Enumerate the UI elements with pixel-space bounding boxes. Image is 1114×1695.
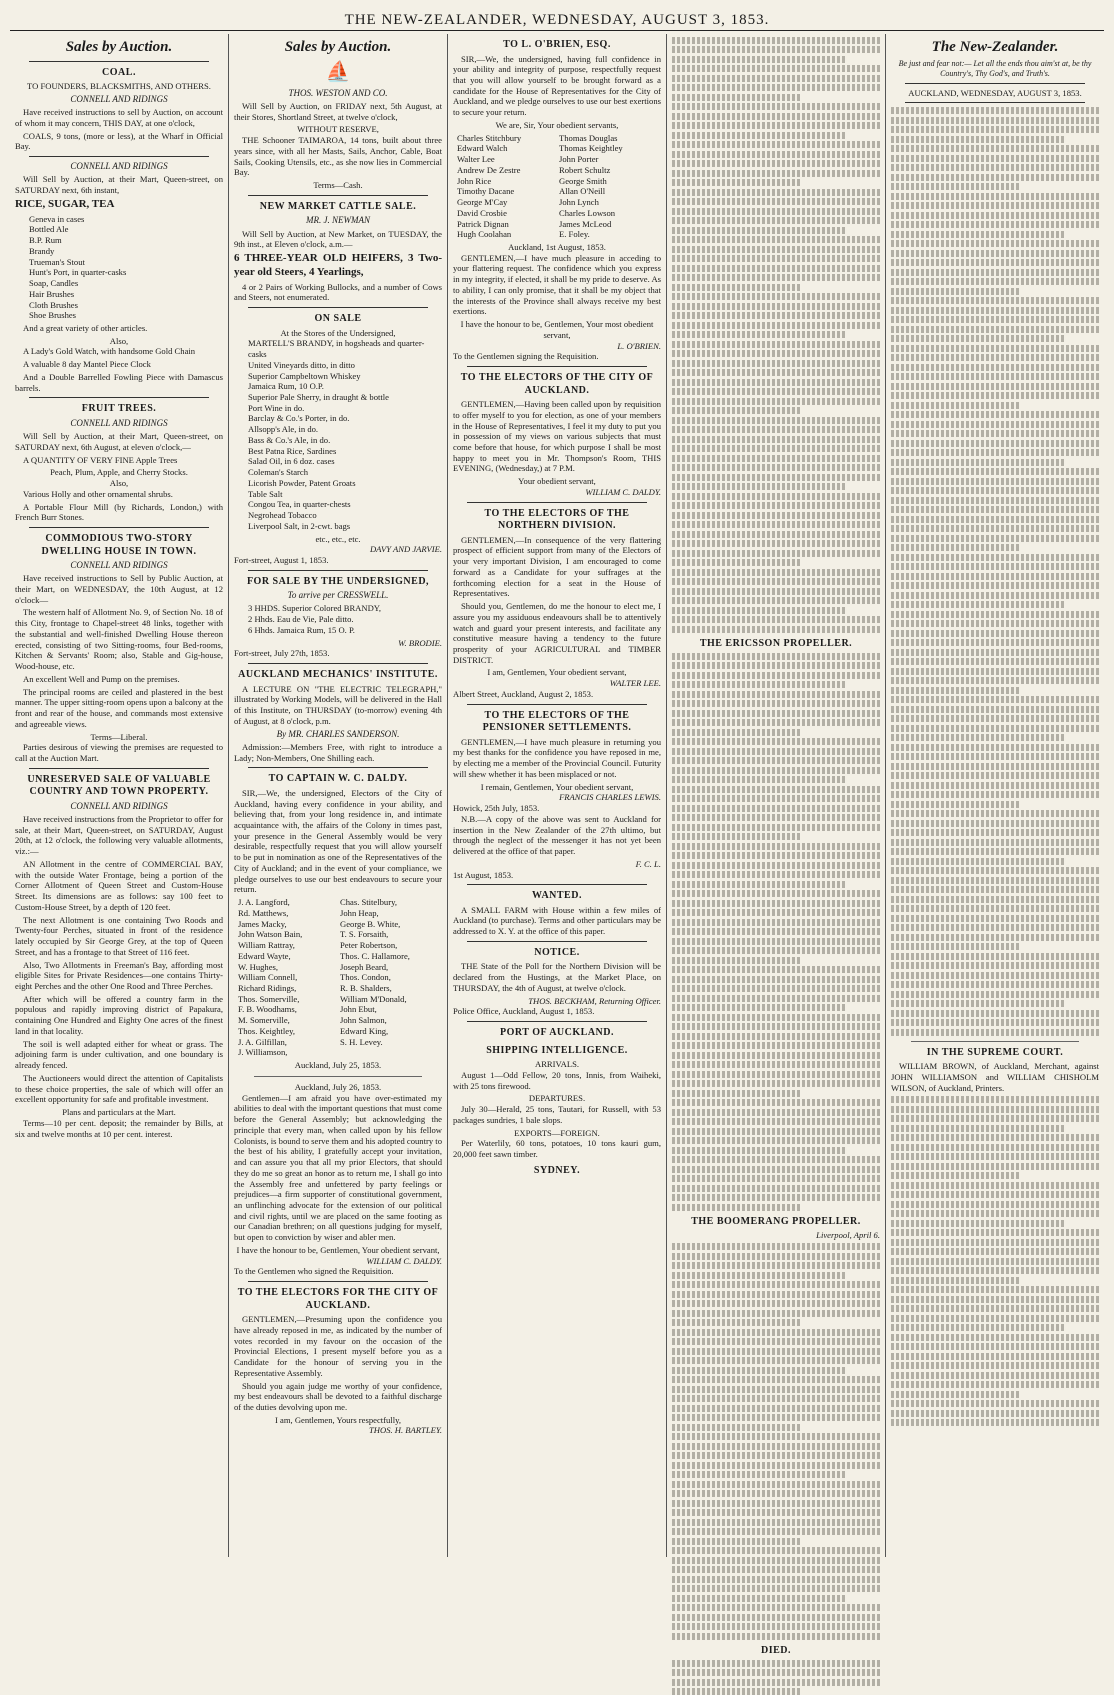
ad-date: Howick, 25th July, 1853. xyxy=(453,803,540,814)
divider xyxy=(248,1281,428,1282)
ad-lot: A Portable Flour Mill (by Richards, London,) with French Burr Stones. xyxy=(15,501,223,523)
divider xyxy=(29,527,209,528)
ad-intro: At the Stores of the Undersigned, xyxy=(280,327,396,338)
ad-body: Will Sell by Auction, at their Mart, Queen-street, on SATURDAY next, 6th August, at eleven o'clock,— xyxy=(15,431,223,452)
ad-title-northern: TO THE ELECTORS OF THE NORTHERN DIVISION. xyxy=(484,507,630,532)
ad-lot: COALS, 9 tons, (more or less), at the Wharf in Official Bay. xyxy=(15,130,223,152)
signatory: John Rice xyxy=(457,175,492,186)
ad-date: Auckland, 1st August, 1853. xyxy=(508,241,606,252)
signatory: J. Williamson, xyxy=(238,1047,288,1058)
list-item: Cloth Brushes xyxy=(29,299,78,310)
signatory: Edward Wayte, xyxy=(238,950,291,961)
signatory: Chas. Stitelbury, xyxy=(340,897,397,908)
ad-title-market: NEW MARKET CATTLE SALE. xyxy=(259,200,417,212)
signatory: Thos. Somerville, xyxy=(238,993,300,1004)
arrivals-label: ARRIVALS. xyxy=(534,1059,579,1070)
ad-addressee: To the Gentlemen signing the Requisition. xyxy=(453,351,599,362)
signatory: William Rattray, xyxy=(238,940,295,951)
divider xyxy=(911,1041,1079,1042)
port-title: PORT OF AUCKLAND. xyxy=(500,1027,614,1039)
ad-plans: Plans and particulars at the Mart. xyxy=(62,1107,176,1118)
signatory: J. A. Langford, xyxy=(238,897,290,908)
signatory: Allan O'Neill xyxy=(559,186,606,197)
signatory: F. B. Woodhams, xyxy=(238,1004,297,1015)
ad-body: Have received instructions to sell by Auction, on account of whom it may concern, THIS DAY, at one o'clock, xyxy=(15,107,223,128)
ad-date: Fort-street, August 1, 1853. xyxy=(234,554,329,565)
auctioneer-name: CONNELL AND RIDINGS xyxy=(70,800,168,811)
ad-body: Will Sell by Auction, at their Mart, Queen-street, on SATURDAY next, 6th instant, xyxy=(15,174,223,196)
signatory: George M'Cay xyxy=(457,197,508,208)
divider xyxy=(29,397,209,398)
list-item: Hunt's Port, in quarter-casks xyxy=(29,267,127,278)
lecturer-name: By MR. CHARLES SANDERSON. xyxy=(276,728,400,739)
signatory: John Porter xyxy=(559,154,599,165)
signatory: Richard Ridings, xyxy=(238,983,297,994)
list-item: Congou Tea, in quarter-chests xyxy=(248,499,351,510)
ad-lot: A Lady's Gold Watch, with handsome Gold Chain xyxy=(23,346,196,357)
ad-date: Albert Street, Auckland, August 2, 1853. xyxy=(453,688,594,699)
ad-body: Parties desirous of viewing the premises are requested to call at the Auction Mart. xyxy=(15,742,223,764)
ad-body: SIR,—We, the undersigned, having full confidence in your ability and integrity of purpose, respectfully request that you will allow yourself to be brought forward as a candidate for the House of Representatives for the City of Auckland, and we pledge ourselves to use our best exertions to secure your return. xyxy=(453,53,661,118)
list-item: Geneva in cases xyxy=(29,213,85,224)
signatory: George Smith xyxy=(559,175,607,186)
ad-body: Gentlemen—I am afraid you have over-estimated my abilities to deal with the important questions that must come before the General Assembly; but acknowledging the principle that every man, when called upon by his fellow Colonists, is bound to serve them and his adopted country to the best of his ability, I gratefully accept your invitation, and can assure you that all my prior Electors, that should they do me so great an honor as to return me, I shall go into the Assembly free and unfettered by party feelings or prejudices—a firm supporter of constitutional government, an unflinching advocate for the extension of our political and civil rights, until we are placed on the same footing as our Canadian brethren; on all questions judging for myself, but open to conviction by wiser and abler men. xyxy=(234,1092,442,1243)
divider xyxy=(467,941,647,942)
ad-title-rice: RICE, SUGAR, TEA xyxy=(15,197,115,210)
auctioneer-name: CONNELL AND RIDINGS xyxy=(70,560,168,571)
article-title-boomerang: THE BOOMERANG PROPELLER. xyxy=(691,1215,861,1227)
article-text-block xyxy=(672,37,880,633)
signatory: William M'Donald, xyxy=(340,993,407,1004)
ad-body: The soil is well adapted either for wheat or grass. The adjoining farm is under cultivation, and one boundary is already fenced. xyxy=(15,1038,223,1071)
article-title-ericsson: THE ERICSSON PROPELLER. xyxy=(699,637,853,649)
ad-terms: Terms—Liberal. xyxy=(90,731,148,742)
ad-body: SIR,—We, the undersigned, Electors of the City of Auckland, having every confidence in your ability, and believing that, from your long residence in, and intimate acquaintance with, the affairs of the Colony in times past, your presence in the General Assembly would be very desirable, respectfully request that you will allow yourself to be put in nomination as one of the Representatives of the City of Auckland; and in the event of your compliance, we pledge ourselves to use our best endeavours to secure your return. xyxy=(234,787,442,895)
court-case: WILLIAM BROWN, of Auckland, Merchant, against JOHN WILLIAMSON and WILLIAM CHISHOLM WILSON, of Auckland, Printers. xyxy=(891,1061,1099,1093)
shipping-entry: August 1—Odd Fellow, 20 tons, Innis, from Waiheki, with 25 tons firewood. xyxy=(453,1069,661,1091)
ad-close: I remain, Gentlemen, Your obedient servant, xyxy=(480,781,634,792)
ad-date: Police Office, Auckland, August 1, 1853. xyxy=(453,1006,595,1017)
divider xyxy=(29,768,209,769)
list-item: Coleman's Starch xyxy=(248,467,309,478)
died-title: DIED. xyxy=(760,1644,791,1656)
list-item: Shoe Brushes xyxy=(29,310,77,321)
signatory: J. A. Gilfillan, xyxy=(238,1036,287,1047)
ad-body: GENTLEMEN,—I have much pleasure in acceding to your flattering request. The confidence which you express in my integrity, if elected, it shall be my pride to deserve. As to ability, I can only promise, that it shall be my object that the interests of the Province shall always receive my best exertions. xyxy=(453,252,661,317)
masthead: THE NEW-ZEALANDER, WEDNESDAY, AUGUST 3, 1853. xyxy=(10,10,1104,31)
divider xyxy=(248,663,428,664)
ad-signature: W. BRODIE. xyxy=(398,637,442,648)
ad-body: GENTLEMEN,—Having been called upon by requisition to offer myself to you for election, as one of your members in the House of Representatives, I feel it my duty to put you in possession of my views on various subjects that must come before that house, for which purpose I shall be most happy to meet you in Mr. Thompson's Room, THIS EVENING, (Wednesday,) at 7 P.M. xyxy=(453,399,661,474)
ad-subtitle: To arrive per CRESSWELL. xyxy=(287,590,389,601)
list-item: Liverpool Salt, in 2-cwt. bags xyxy=(248,520,351,531)
ad-body: Should you, Gentlemen, do me the honour to elect me, I assure you my assiduous endeavours shall be to attentively watch and guard your present interests, and facilitate any constitutive measure having a tendency to the future prosperity of your AGRICULTURAL and TIMBER DISTRICT. xyxy=(453,601,661,665)
list-item: MARTELL'S BRANDY, in hogsheads and quarter-casks xyxy=(248,338,425,360)
newspaper-page xyxy=(10,10,1104,1656)
ad-lot: Various Holly and other ornamental shrubs. xyxy=(23,488,173,499)
ad-detail: Peach, Plum, Apple, and Cherry Stocks. xyxy=(50,467,188,478)
also-label: Also, xyxy=(109,478,129,489)
ad-body: An excellent Well and Pump on the premises. xyxy=(23,673,180,684)
exports-label: EXPORTS—FOREIGN. xyxy=(514,1127,600,1138)
ad-body: After which will be offered a country farm in the populous and rapidly improving district of Papakura, containing One Hundred and Eighty One acres of the finest land in that locality. xyxy=(15,993,223,1036)
ad-date: Auckland, July 26, 1853. xyxy=(294,1081,382,1092)
list-item: Bass & Co.'s Ale, in do. xyxy=(248,434,331,445)
signatory: James Macky, xyxy=(238,918,287,929)
ad-lot: And a Double Barrelled Fowling Piece with Damascus barrels. xyxy=(15,371,223,393)
signatory: Thos. Keightley, xyxy=(238,1025,295,1036)
list-item: Table Salt xyxy=(248,488,283,499)
article-text-block xyxy=(672,1243,880,1640)
column-4 xyxy=(667,34,886,1656)
ad-close: I am, Gentlemen, Yours respectfully, xyxy=(275,1414,401,1425)
ad-signature: THOS. H. BARTLEY. xyxy=(369,1425,442,1436)
ad-lot: THE Schooner TAIMAROA, 14 tons, built about three years since, with all her Masts, Sails, Anchor, Cable, Boat Sails, Cooking Utensils, etc., as she now lies in Commercial Bay. xyxy=(234,135,442,178)
ad-etc: etc., etc., etc. xyxy=(315,533,361,544)
ad-close: I have the honour to be, Gentlemen, Your obedient servant, xyxy=(236,1244,440,1255)
signatory: W. Hughes, xyxy=(238,961,279,972)
shipping-entry: Per Waterlily, 60 tons, potatoes, 10 tons kauri gum, 20,000 feet sawn timber. xyxy=(453,1138,661,1159)
ad-lot: AN Allotment in the centre of COMMERCIAL BAY, with the outside Water Frontage, being a portion of the Corner Allotment of Queen Street and Custom-House Street. Its dimensions are as follows: say 100 feet to Custom-House Street, by a depth of 120 feet. xyxy=(15,858,223,912)
signatory: John Ebut, xyxy=(340,1004,377,1015)
ad-addressee: To the Gentlemen who signed the Requisition. xyxy=(234,1266,394,1277)
signatory: E. Foley. xyxy=(559,229,590,240)
list-item: Soap, Candles xyxy=(29,278,79,289)
item-list xyxy=(29,214,223,321)
ad-title-coal: COAL. xyxy=(102,66,136,78)
signatory: Joseph Beard, xyxy=(340,961,389,972)
signatory: Edward Walch xyxy=(457,143,508,154)
signatory: R. B. Shalders, xyxy=(340,983,392,994)
divider xyxy=(29,61,209,62)
departures-label: DEPARTURES. xyxy=(528,1093,586,1104)
auctioneer-name: CONNELL AND RIDINGS xyxy=(70,161,168,172)
signatory: John Salmon, xyxy=(340,1015,387,1026)
list-item: Salad Oil, in 6 doz. cases xyxy=(248,456,335,467)
divider xyxy=(467,502,647,503)
ad-body: Also, Two Allotments in Freeman's Bay, affording most eligible Sites for Private Residences—one contains Thirty-eight Perches and the other One Rood and Three Perches. xyxy=(15,959,223,992)
ad-lot: 6 THREE-YEAR OLD HEIFERS, 3 Two-year old Steers, 4 Yearlings, xyxy=(234,252,442,278)
signatory: Thomas Douglas xyxy=(559,132,618,143)
ad-signature: DAVY AND JARVIE. xyxy=(369,544,442,555)
list-item: Trueman's Stout xyxy=(29,256,85,267)
list-item: 6 Hhds. Jamaica Rum, 15 O. P. xyxy=(248,624,355,635)
motto: Be just and fear not:— Let all the ends thou aim'st at, be thy Country's, Thy God's, and Truth's. xyxy=(898,58,1092,78)
ad-body: Have received instructions to Sell by Public Auction, at their Mart, on WEDNESDAY, the 10th August, at 12 o'clock— xyxy=(15,573,223,605)
auctioneer-name: CONNELL AND RIDINGS xyxy=(70,417,168,428)
ad-body: A LECTURE ON "THE ELECTRIC TELEGRAPH," illustrated by Working Models, will be delivered in the Hall of this Institute, on THURSDAY (to-morrow) evening 4th of August, at 8 o'clock, p.m. xyxy=(234,683,442,726)
court-title: IN THE SUPREME COURT. xyxy=(926,1046,1064,1058)
list-item: Best Patna Rice, Sardines xyxy=(248,445,337,456)
list-item: Superior Pale Sherry, in draught & bottle xyxy=(248,391,389,402)
divider xyxy=(248,767,428,768)
ad-body: GENTLEMEN,—In consequence of the very flattering prospect of efficient support from many of the Electors of your very important Division, I am encouraged to come forward as a Candidate for your suffrages at the forthcoming election for a seat in the House of Representatives. xyxy=(453,534,661,599)
list-item: Brandy xyxy=(29,245,55,256)
editorial-text-block xyxy=(891,1096,1099,1426)
signatory: Andrew De Zestre xyxy=(457,164,521,175)
column-1 xyxy=(10,34,229,1557)
signatory: John Watson Bain, xyxy=(238,929,303,940)
list-item: Negrohead Tobacco xyxy=(248,510,317,521)
list-item: Port Wine in do. xyxy=(248,402,305,413)
list-item: Superior Campbeltown Whiskey xyxy=(248,370,361,381)
list-item: United Vineyards ditto, in ditto xyxy=(248,359,355,370)
columns xyxy=(10,34,1104,1656)
signatory: John Lynch xyxy=(559,197,599,208)
ad-title-unreserved: UNRESERVED SALE OF VALUABLE COUNTRY AND TOWN PROPERTY. xyxy=(27,773,211,798)
signatory-list xyxy=(457,133,657,240)
signatory: Charles Stitchbury xyxy=(457,132,522,143)
list-item: Hair Brushes xyxy=(29,288,75,299)
signatory-list xyxy=(238,897,438,1058)
ad-note: WITHOUT RESERVE, xyxy=(297,124,379,135)
signatory: Rd. Matthews, xyxy=(238,907,289,918)
ad-signature: THOS. BECKHAM, Returning Officer. xyxy=(528,995,661,1006)
signatory: S. H. Levey. xyxy=(340,1036,383,1047)
ad-title-onsale: ON SALE xyxy=(314,313,362,325)
list-item: 3 HHDS. Superior Colored BRANDY, xyxy=(248,603,382,614)
divider xyxy=(467,366,647,367)
signatory: Hugh Coolahan xyxy=(457,229,512,240)
divider xyxy=(467,704,647,705)
list-item: B.P. Rum xyxy=(29,235,62,246)
ad-date: Fort-street, July 27th, 1853. xyxy=(234,648,330,659)
ad-title-house: COMMODIOUS TWO-STORY DWELLING HOUSE IN TOWN. xyxy=(41,533,197,557)
ad-body: GENTLEMEN,—I have much pleasure in returning you my best thanks for the confidence you have reposed in me, by electing me a member of the Provincial Council. Futurity will shew whether it has been misplaced or not. xyxy=(453,736,661,779)
ad-body: Should you again judge me worthy of your confidence, my best endeavours shall be devoted to a faithful discharge of the duties devolving upon me. xyxy=(234,1380,442,1412)
item-list xyxy=(248,338,442,531)
ad-close: I am, Gentlemen, Your obedient servant, xyxy=(487,667,627,678)
ad-title-pensioner: TO THE ELECTORS OF THE PENSIONER SETTLEMENTS. xyxy=(482,709,632,734)
ad-body: Have received instructions from the Proprietor to offer for sale, at their Mart, Queen-street, on SATURDAY, August 20th, at 12 o'clock, the following very valuable allotments, viz.:— xyxy=(15,814,223,857)
list-item: 2 Hhds. Eau de Vie, Pale ditto. xyxy=(248,614,354,625)
signatory: Thomas Keightley xyxy=(559,143,623,154)
ad-title-fruit: FRUIT TREES. xyxy=(81,403,157,415)
list-item: Allsopp's Ale, in do. xyxy=(248,424,319,435)
ad-close: Your obedient servant, xyxy=(518,476,596,487)
auctioneer-name: THOS. WESTON AND CO. xyxy=(288,87,388,98)
ship-icon: ⛵ xyxy=(325,60,351,83)
ad-body: Will Sell by Auction, on FRIDAY next, 5th August, at their Stores, Shortland Street, at twelve o'clock, xyxy=(234,101,442,122)
sydney-title: SYDNEY. xyxy=(533,1164,581,1176)
shipping-entry: July 30—Herald, 25 tons, Tautari, for Russell, with 53 packages sundries, 1 bale slops. xyxy=(453,1104,661,1125)
signatory: James McLeod xyxy=(559,218,612,229)
ad-title-electors-city: TO THE ELECTORS OF THE CITY OF AUCKLAND. xyxy=(460,372,654,396)
ad-close: I have the honour to be, Gentlemen, Your most obedient servant, xyxy=(460,319,654,340)
ad-date: Auckland, July 25, 1853. xyxy=(294,1060,382,1071)
article-text-block xyxy=(672,1660,880,1695)
signatory: David Crosbie xyxy=(457,207,507,218)
divider xyxy=(248,570,428,571)
list-item: Barclay & Co.'s Porter, in do. xyxy=(248,413,350,424)
ad-lot: A valuable 8 day Mantel Piece Clock xyxy=(23,359,151,370)
ad-title-electors: TO THE ELECTORS FOR THE CITY OF AUCKLAND. xyxy=(237,1287,439,1311)
divider xyxy=(29,156,209,157)
auctioneer-name: MR. J. NEWMAN xyxy=(306,215,370,226)
ad-signature: WILLIAM C. DALDY. xyxy=(366,1255,442,1266)
list-item: Jamaica Rum, 10 O.P. xyxy=(248,381,324,392)
ad-lot: 4 or 2 Pairs of Working Bullocks, and a number of Cows and Steers, not enumerated. xyxy=(234,281,442,303)
ad-signature: F. C. L. xyxy=(635,858,661,869)
divider xyxy=(905,102,1085,103)
editorial-text-block xyxy=(891,107,1099,1036)
ad-body: And a great variety of other articles. xyxy=(23,322,148,333)
ad-title-obrien: TO L. O'BRIEN, ESQ. xyxy=(503,39,611,50)
divider xyxy=(254,1076,422,1077)
column-2 xyxy=(229,34,448,1557)
ad-body: The next Allotment is one containing Two Roods and Twenty-four Perches, situated in front of the residence lately occupied by Sir George Grey, at the top of Queen Street, and has a frontage to that Street of 116 feet. xyxy=(15,914,223,957)
signatory: Timothy Dacane xyxy=(457,186,515,197)
signatory: T. S. Forsaith, xyxy=(340,929,389,940)
signatory: Robert Schultz xyxy=(559,164,611,175)
signatory: M. Somerville, xyxy=(238,1015,290,1026)
ad-date: 1st August, 1853. xyxy=(453,869,514,880)
ad-title-cresswell: FOR SALE BY THE UNDERSIGNED, xyxy=(246,575,430,587)
ad-terms: Terms—10 per cent. deposit; the remainder by Bills, at six and twelve months at 10 per cent. interest. xyxy=(15,1117,223,1139)
shipping-title: SHIPPING INTELLIGENCE. xyxy=(486,1044,628,1056)
dateline: AUCKLAND, WEDNESDAY, AUGUST 3, 1853. xyxy=(908,87,1082,98)
signatory: Thos. C. Hallamore, xyxy=(340,950,410,961)
ad-signature: FRANCIS CHARLES LEWIS. xyxy=(559,792,661,803)
section-heading: Sales by Auction. xyxy=(65,39,173,55)
signatory: Charles Lowson xyxy=(559,207,616,218)
divider xyxy=(248,307,428,308)
signatory: Thos. Condon, xyxy=(340,972,391,983)
column-3 xyxy=(448,34,667,1557)
ad-close: We are, Sir, Your obedient servants, xyxy=(495,119,619,130)
signatory: Patrick Dignan xyxy=(457,218,509,229)
ad-body: Will Sell by Auction, at New Market, on TUESDAY, the 9th inst., at Eleven o'clock, a.m.— xyxy=(234,228,442,250)
ad-signature: WILLIAM C. DALDY. xyxy=(585,486,661,497)
ad-body: Admission:—Members Free, with right to introduce a Lady; Non-Members, One Shilling each. xyxy=(234,741,442,763)
ad-lot: A QUANTITY OF VERY FINE Apple Trees xyxy=(23,454,178,465)
ad-title-notice: NOTICE. xyxy=(534,946,580,958)
list-item: Bottled Ale xyxy=(29,224,69,235)
article-dateline: Liverpool, April 6. xyxy=(816,1230,880,1240)
signatory: Peter Robertson, xyxy=(340,940,398,951)
signatory: William Connell, xyxy=(238,972,298,983)
ad-title-wanted: WANTED. xyxy=(532,890,582,902)
signatory: George B. White, xyxy=(340,918,401,929)
ad-title-mechanics: AUCKLAND MECHANICS' INSTITUTE. xyxy=(238,669,438,681)
ad-body: The principal rooms are ceiled and plastered in the best manner. The upper sitting-room opens upon a balcony at the front and rear of the house, and commands most extensive and agreeable views. xyxy=(15,686,223,729)
signatory: Walter Lee xyxy=(457,154,495,165)
also-label: Also, xyxy=(109,335,129,346)
ad-signature: WALTER LEE. xyxy=(609,678,661,689)
ad-body: GENTLEMEN,—Presuming upon the confidence you have already reposed in me, as indicated by the number of votes recorded in my favour on the occasion of the Provincial Elections, I present myself before you as a Candidate for the honour of serving you in the Representative Assembly. xyxy=(234,1314,442,1378)
list-item: Licorish Powder, Patent Groats xyxy=(248,477,356,488)
editorial-heading: The New-Zealander. xyxy=(931,39,1059,55)
ad-body: THE State of the Poll for the Northern Division will be declared from the Hustings, at the Market Place, on THURSDAY, the 4th of August, at twelve o'clock. xyxy=(453,961,661,993)
signatory: Edward King, xyxy=(340,1025,389,1036)
section-heading: Sales by Auction. xyxy=(284,39,392,55)
divider xyxy=(248,195,428,196)
signatory: John Heap, xyxy=(340,907,379,918)
ad-body: A SMALL FARM with House within a few miles of Auckland (to purchase). Terms and other particulars may be addressed to X. Y. at the office of this paper. xyxy=(453,904,661,937)
ad-title-daldy: TO CAPTAIN W. C. DALDY. xyxy=(268,773,408,785)
ad-terms: Terms—Cash. xyxy=(313,180,363,191)
ad-lot: The western half of Allotment No. 9, of Section No. 18 of this City, frontage to Chapel-street 48 links, together with the substantial and well-finished Dwelling House thereon erected, consisting of two Sitting-rooms, four Bed-rooms, Kitchen & Servants' Room; also, Stable and Gig-house, Wood-house, etc. xyxy=(15,607,223,672)
ad-signature: L. O'BRIEN. xyxy=(617,340,661,351)
column-5 xyxy=(886,34,1104,1557)
ad-subtitle: TO FOUNDERS, BLACKSMITHS, AND OTHERS. xyxy=(27,81,211,92)
divider xyxy=(467,1021,647,1022)
ad-body: N.B.—A copy of the above was sent to Auckland for insertion in the New Zealander of the 27th ultimo, but through the neglect of the messenger it has not yet been delivered at the office of that paper. xyxy=(453,813,661,857)
divider xyxy=(467,884,647,885)
item-list xyxy=(248,603,442,635)
ad-body: The Auctioneers would direct the attention of Capitalists to these choice properties, the sale of which will offer an excellent opportunity for safe and profitable investment. xyxy=(15,1072,223,1105)
divider xyxy=(905,83,1085,84)
auctioneer-name: CONNELL AND RIDINGS xyxy=(70,93,168,104)
article-text-block xyxy=(672,653,880,1211)
